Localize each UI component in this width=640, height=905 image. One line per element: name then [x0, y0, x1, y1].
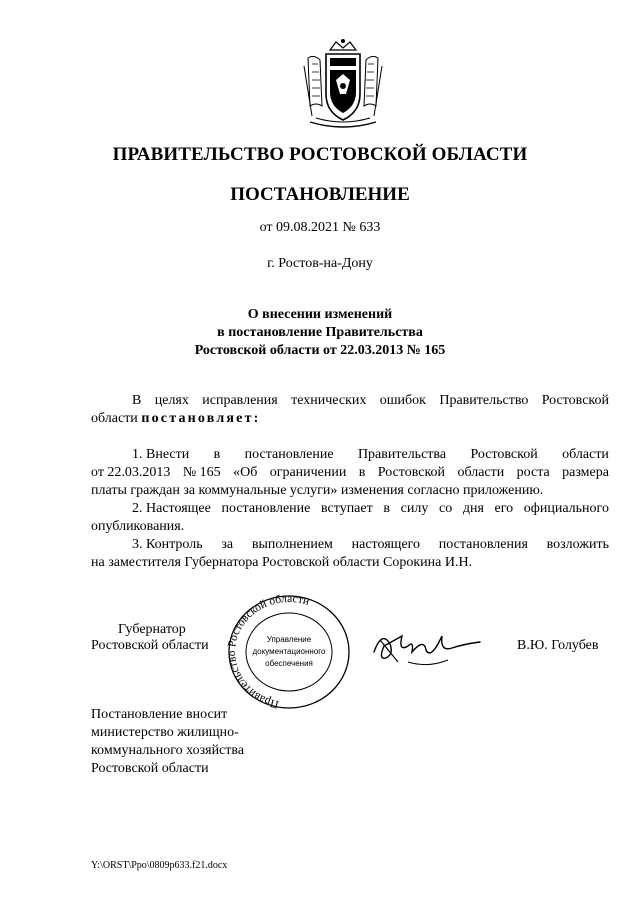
stamp-inner-line: обеспечения: [265, 659, 313, 668]
item-word: за: [221, 537, 234, 552]
item-word: 2. Настоящее: [132, 501, 211, 516]
note-line: министерство жилищно-: [91, 725, 239, 740]
document-type: ПОСТАНОВЛЕНИЕ: [230, 184, 410, 205]
preamble-line-1: [132, 392, 609, 410]
item-word: области: [562, 447, 609, 462]
item-word: официального: [523, 501, 609, 516]
item-word: выполнением: [251, 537, 333, 552]
subject-line: О внесении изменений: [247, 307, 393, 322]
item-3-line-2: на заместителя Губернатора Ростовской области Сорокина И.Н.: [91, 555, 473, 570]
item-word: дня: [462, 501, 484, 516]
decree-word: постановляет:: [141, 411, 261, 426]
coat-of-arms-icon: [300, 36, 386, 134]
submitted-by-note: [91, 706, 244, 778]
handwritten-signature: [368, 622, 494, 674]
item-word: в: [213, 447, 221, 462]
item-word: Ростовской: [377, 465, 446, 480]
note-line: Постановление вносит: [91, 707, 228, 722]
item-word: № 165: [182, 465, 221, 480]
item-word: области: [457, 465, 505, 480]
item-word: Правительства: [357, 447, 447, 462]
item-word: постановление: [244, 447, 334, 462]
item-word: от 22.03.2013: [91, 465, 171, 480]
item-3-line-1: [132, 536, 609, 554]
stamp-inner-line: документационного: [252, 647, 326, 656]
item-word: настоящего: [351, 537, 421, 552]
signer-position-line-2: Ростовской области: [91, 638, 209, 653]
preamble-word: исправления: [202, 393, 278, 408]
item-1-line-2: [91, 464, 609, 482]
file-path: Y:\ORST\Ppo\0809p633.f21.docx: [91, 860, 228, 871]
item-1-line-3: платы граждан за коммунальные услуги» изменения согласно приложению.: [91, 483, 544, 498]
item-word: роста: [516, 465, 550, 480]
item-1-line-1: [132, 446, 609, 464]
item-word: постановления: [438, 537, 528, 552]
preamble-prefix: области: [91, 411, 138, 426]
item-word: Ростовской: [470, 447, 538, 462]
preamble-line-2: [91, 410, 609, 428]
note-line: коммунального хозяйства: [91, 743, 245, 758]
item-word: силу: [400, 501, 429, 516]
preamble-word: Ростовской: [541, 393, 609, 408]
item-word: в: [383, 501, 390, 516]
stamp-inner-line: Управление: [266, 635, 312, 644]
item-word: 3. Контроль: [132, 537, 203, 552]
document-subject: [0, 306, 640, 360]
preamble-word: ошибок: [379, 393, 426, 408]
item-word: ограничении: [269, 465, 347, 480]
official-stamp: [226, 594, 352, 712]
preamble-word: В: [132, 393, 142, 408]
preamble-word: технических: [291, 393, 367, 408]
preamble-word: целях: [154, 393, 189, 408]
item-word: возложить: [546, 537, 609, 552]
note-line: Ростовской области: [91, 761, 209, 776]
item-word: «Об: [233, 465, 258, 480]
item-word: постановление: [221, 501, 311, 516]
item-word: вступает: [321, 501, 373, 516]
item-2-line-2: опубликования.: [91, 519, 185, 534]
stamp-ring-path: Правительство Ростовской области: [226, 594, 311, 711]
subject-line: Ростовской области от 22.03.2013 № 165: [194, 343, 446, 358]
item-word: 1. Внести: [132, 447, 190, 462]
government-title: ПРАВИТЕЛЬСТВО РОСТОВСКОЙ ОБЛАСТИ: [112, 144, 528, 165]
subject-line: в постановление Правительства: [217, 325, 423, 340]
document-date-number: от 09.08.2021 № 633: [259, 220, 381, 235]
signer-name: В.Ю. Голубев: [517, 638, 599, 653]
preamble-word: Правительство: [439, 393, 529, 408]
item-2-line-1: [132, 500, 609, 518]
item-word: в: [358, 465, 366, 480]
document-city: г. Ростов-на-Дону: [267, 256, 373, 271]
item-word: со: [438, 501, 453, 516]
item-word: его: [494, 501, 514, 516]
item-word: размера: [562, 465, 609, 480]
signer-position-line-1: Губернатор: [118, 622, 186, 637]
